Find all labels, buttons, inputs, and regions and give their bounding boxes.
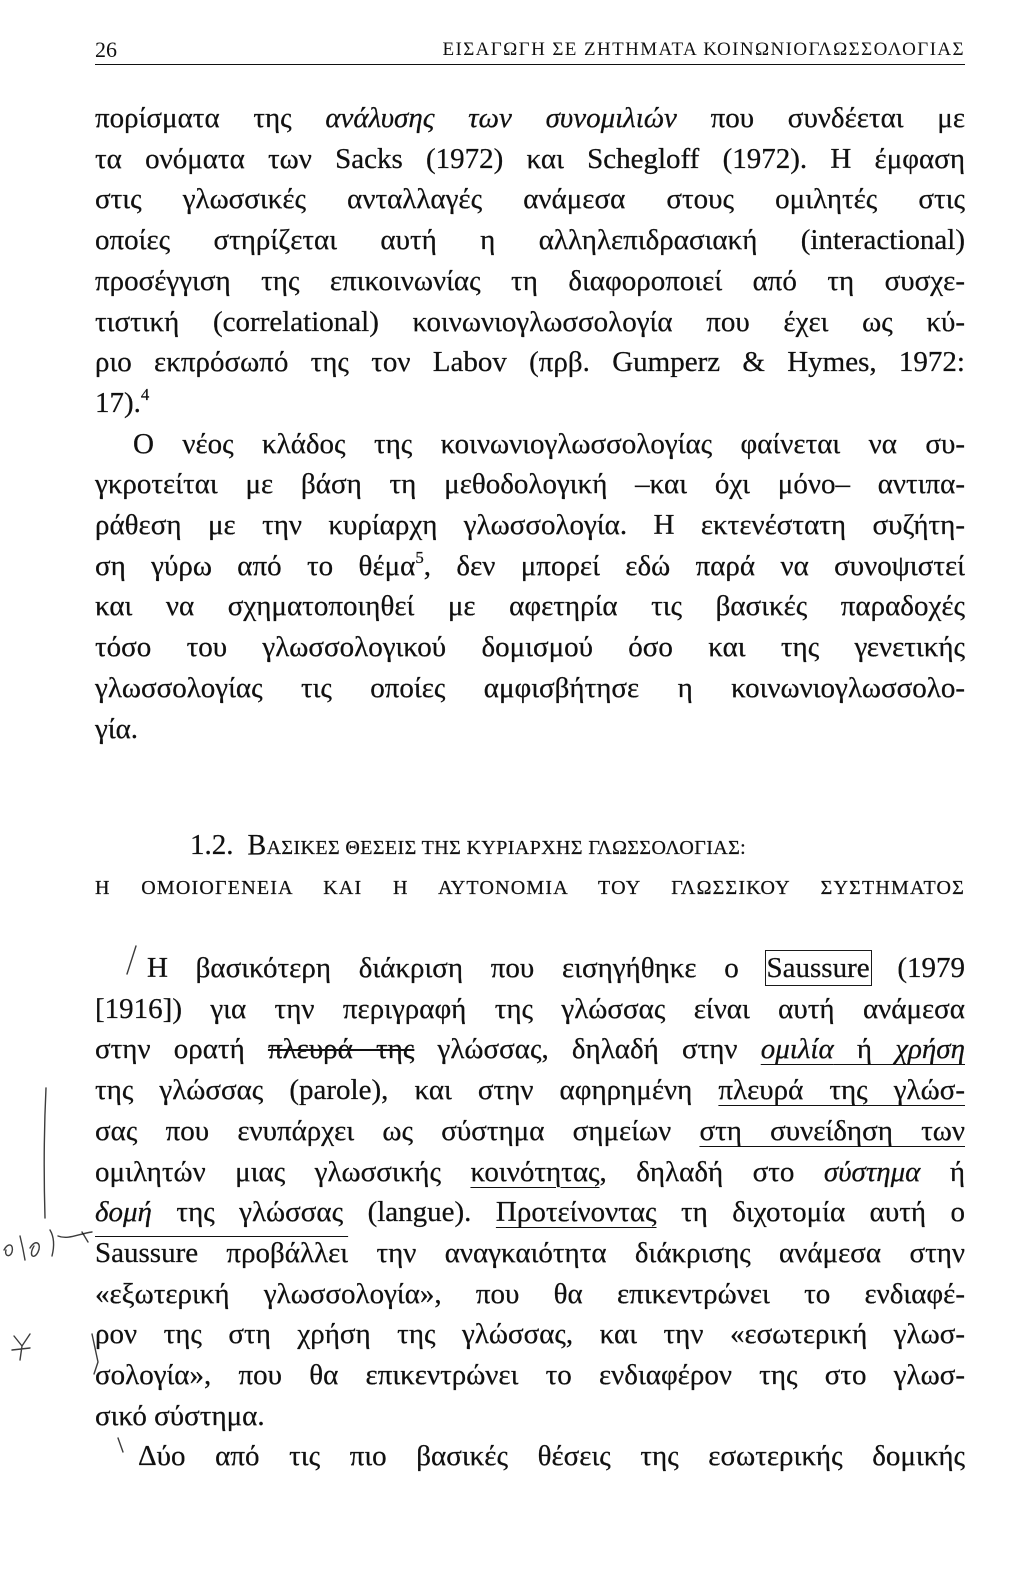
paragraph-1-line-8 (95, 383, 965, 424)
paragraph-3-line-9: «εξωτερική γλωσσολογία», που θα επικεντρώνει το ενδιαφέ- (95, 1277, 965, 1310)
running-title: ΕΙΣΑΓΩΓΗ ΣΕ ΖΗΤΗΜΑΤΑ ΚΟΙΝΩΝΙΟΓΛΩΣΣΟΛΟΓΙΑΣ (442, 39, 965, 60)
paragraph-3-line-10: ρον της στη χρήση της γλώσσας, και την «εσωτερική γλωσ- (95, 1318, 965, 1351)
section-number: 1.2. (190, 829, 234, 861)
paragraph-1-line-7: ριο εκπρόσωπό της τον Labov (πρβ. Gumperz & Hymes, 1972: (95, 346, 965, 379)
italic-term: ομιλία (760, 1033, 834, 1066)
paragraph-2-line-2: γκροτείται με βάση τη μεθοδολογική –και όχι μόνο– αντιπα- (95, 468, 965, 501)
paragraph-3-line-8 (95, 1233, 965, 1274)
underlined-phrase: κοινότητας (470, 1155, 600, 1188)
paragraph-1-line-1 (95, 98, 965, 139)
pen-margin-line (44, 1088, 46, 1218)
text-block-bottom (95, 948, 965, 1477)
paragraph-3-line-5 (95, 1111, 965, 1152)
paragraph-1-line-6: τιστική (correlational) κοινωνιογλωσσολογία που έχει ως κύ- (95, 305, 965, 338)
paragraph-3-line-1 (95, 948, 965, 989)
paragraph-1-line-2: τα ονόματα των Sacks (1972) και Schegloff (1972). Η έμφαση (95, 142, 965, 175)
paragraph-3-line-7 (95, 1192, 965, 1233)
text-run: ομιλητών μιας γλωσσικής (95, 1155, 471, 1188)
text-run: ή (920, 1155, 966, 1188)
italic-term: χρήση (895, 1033, 965, 1066)
section-title: ΒΑΣΙΚΕΣ ΘΕΣΕΙΣ ΤΗΣ ΚΥΡΙΑΡΧΗΣ ΓΛΩΣΣΟΛΟΓΙΑΣ: (247, 830, 747, 861)
paragraph-2-line-4 (95, 546, 965, 587)
text-run: ση γύρω από το θέμα (95, 549, 416, 582)
paragraph-3 (95, 948, 965, 1436)
paragraph-1-line-5: προσέγγιση της επικοινωνίας τη διαφοροποιεί από τη συσχε- (95, 264, 965, 297)
paragraph-2-line-7: γλωσσολογίας τις οποίες αμφισβήτησε η κοινωνιογλωσσολο- (95, 671, 965, 704)
paragraph-2-line-5: και να σχηματοποιηθεί με αφετηρία τις βασικές παραδοχές (95, 590, 965, 623)
italic-phrase: ανάλυσης των συνομιλιών (325, 102, 677, 134)
paragraph-4-line-1: Δύο από τις πιο βασικές θέσεις της εσωτερικής δομικής (138, 1440, 965, 1473)
text-run: που συνδέεται με (676, 102, 965, 134)
paragraph-1-line-3: στις γλωσσικές ανταλλαγές ανάμεσα στους ομιλητές στις (95, 183, 965, 216)
boxed-name: Saussure (766, 952, 870, 984)
pen-scribble (82, 1232, 88, 1242)
text-run: , δηλαδή στο (599, 1155, 824, 1188)
paragraph-1 (95, 98, 965, 424)
paragraph-3-line-3 (95, 1029, 965, 1070)
paragraph-3-line-12: σικό σύστημα. (95, 1399, 265, 1432)
paragraph-2-line-1: Ο νέος κλάδος της κοινωνιογλωσσολογίας φαίνεται να συ- (133, 427, 965, 460)
pen-scribble (58, 1232, 92, 1237)
paragraph-3-line-2: [1916]) για την περιγραφή της γλώσσας είναι αυτή ανάμεσα (95, 992, 965, 1025)
running-header (95, 34, 965, 65)
paragraph-3-line-6 (95, 1152, 965, 1193)
footnote-marker: 4 (140, 385, 150, 405)
paragraph-3-line-11: σολογία», που θα επικεντρώνει το ενδιαφέρον της στο γλωσ- (95, 1359, 965, 1392)
paragraph-3-line-4 (95, 1070, 965, 1111)
underlined-phrase: πλευρά της γλώσ- (718, 1074, 965, 1107)
text-run: της γλώσσας (parole), και στην αφηρημένη (95, 1074, 719, 1107)
pen-scribble (20, 1236, 25, 1260)
section-heading-line-1 (95, 825, 965, 868)
paragraph-2-line-6: τόσο του γλωσσολογικού δομισμού όσο και της γενετικής (95, 631, 965, 664)
text-block-top (95, 98, 965, 749)
paragraph-2-line-3: ράθεση με την κυρίαρχη γλωσσολογία. Η εκτενέστατη συζήτη- (95, 509, 965, 542)
italic-term: σύστημα (823, 1155, 921, 1188)
pen-scribble (12, 1334, 30, 1360)
paragraph-2 (95, 424, 965, 750)
overlined-phrase: Saussure προβάλλει (95, 1236, 349, 1269)
text-run: (1979 (869, 952, 965, 984)
text-run: 17). (95, 386, 141, 419)
footnote-marker: 5 (415, 547, 424, 567)
italic-term: δομή (95, 1196, 152, 1229)
pen-scribble (50, 1230, 54, 1256)
pen-scribble (30, 1243, 39, 1256)
text-run: γλώσσας, δηλαδή στην (414, 1033, 761, 1066)
text-run: στην ορατή (95, 1033, 268, 1066)
text-run: , δεν μπορεί εδώ παρά να συνοψιστεί (423, 549, 965, 582)
text-run: την αναγκαιότητα διάκρισης ανάμεσα στην (348, 1236, 966, 1269)
struck-phrase: πλευρά της (267, 1033, 415, 1066)
section-heading (95, 825, 965, 908)
section-heading-line-2: Η ΟΜΟΙΟΓΕΝΕΙΑ ΚΑΙ Η ΑΥΤΟΝΟΜΙΑ ΤΟΥ ΓΛΩΣΣΙΚΟΥ ΣΥΣΤΗΜΑΤΟΣ (95, 877, 965, 899)
underlined-phrase: Προτείνοντας (495, 1196, 657, 1229)
paragraph-4 (95, 1436, 965, 1477)
underlined-phrase: στη συνείδηση των (699, 1114, 965, 1147)
page-number: 26 (95, 37, 117, 62)
text-run: πορίσματα της (95, 102, 326, 134)
text-run: Η βασικότερη διάκριση που εισηγήθηκε ο (147, 952, 767, 984)
text-run: τη διχοτομία αυτή ο (656, 1196, 965, 1229)
pen-scribble (4, 1245, 12, 1256)
text-run: ή (833, 1033, 896, 1066)
text-run: σας που ενυπάρχει ως σύστημα σημείων (95, 1114, 700, 1147)
paragraph-2-line-8: γία. (95, 712, 139, 745)
text-run: της γλώσσας (langue). (151, 1196, 496, 1229)
paragraph-1-line-4: οποίες στηρίζεται αυτή η αλληλεπιδρασιακή (interactional) (95, 224, 965, 257)
